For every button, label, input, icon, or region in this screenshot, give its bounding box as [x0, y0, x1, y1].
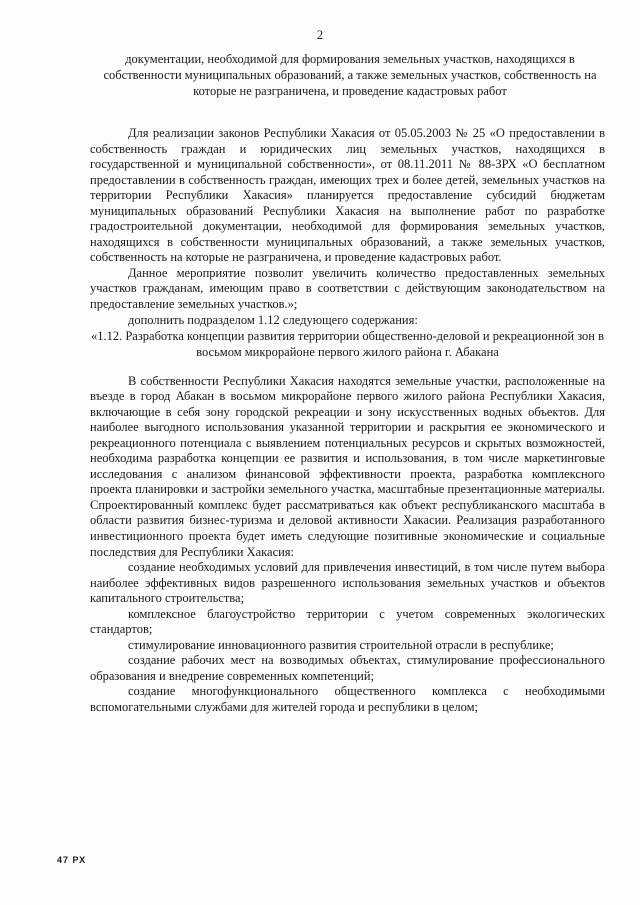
- paragraph: Для реализации законов Республики Хакасия от 05.05.2003 № 25 «О предоставлении в собственность граждан и юридических лиц земельных участков, находящихся в государственной и муниципальной собственности», от 08.11.2011 № 88-ЗРХ «О бесплатном предоставлении в собственность граждан, имеющих трех и более детей, земельных участков на территории Республики Хакасия» планируется предоставление субсидий бюджетам муниципальных образований Республики Хакасия на выполнение работ по разработке градостроительной документации, необходимой для формирования земельных участков, находящихся в собственности муниципальных образований, а также земельных участков, собственность на которые не разграничена, и проведение кадастровых работ.: [90, 126, 605, 265]
- subsection-title: «1.12. Разработка концепции развития территории общественно-деловой и рекреационной зон в восьмом микрорайоне первого жилого района г. Абакана: [90, 329, 605, 360]
- paragraph: Данное мероприятие позволит увеличить количество предоставленных земельных участков гражданам, имеющим право в соответствии с действующим законодательством на предоставление земельных участков.»;: [90, 265, 605, 312]
- paragraph: стимулирование инновационного развития строительной отрасли в республике;: [128, 637, 554, 652]
- document-code-mark: 47 РХ: [57, 855, 87, 865]
- section-heading: документации, необходимой для формирования земельных участков, находящихся в собственности муниципальных образований, а также земельных участков, собственность на которые не разграничена, и проведение кадастровых работ: [103, 52, 597, 99]
- paragraph: комплексное благоустройство территории с учетом современных экологических стандартов;: [90, 606, 605, 637]
- paragraph: создание рабочих мест на возводимых объектах, стимулирование профессионального образования и внедрение современных компетенций;: [90, 653, 605, 683]
- paragraph: создание необходимых условий для привлечения инвестиций, в том числе путем выбора наиболее эффективных видов разрешенного использования земельных участков и объектов капитального строительства;: [90, 560, 605, 606]
- paragraph: дополнить подразделом 1.12 следующего содержания:: [128, 312, 418, 327]
- document-body: [90, 126, 605, 716]
- paragraph: создание многофункционального общественного комплекса с необходимыми вспомогательными службами для жителей города и республики в целом;: [90, 684, 605, 714]
- page-number: 2: [316, 28, 324, 42]
- paragraph: В собственности Республики Хакасия находятся земельные участки, расположенные на въезде в город Абакан в восьмом микрорайоне первого жилого района Республики Хакасия, включающие в себя зону городской рекреации и зону искусственных водных объектов. Для наиболее выгодного использования указанной территории и раскрытия ее экономического и рекреационного потенциала с выявлением потенциальных ресурсов и скрытых возможностей, необходима разработка концепции ее развития и использования, в том числе маркетинговые исследования с анализом финансовой эффективности проекта, разработка комплексного проекта планировки и застройки земельного участка, масштабные презентационные материалы. Спроектированный комплекс будет рассматриваться как объект республиканского масштаба в области развития бизнес-туризма и деловой активности Хакасии. Реализация разработанного инвестиционного проекта будет иметь следующие позитивные экономические и социальные последствия для Республики Хакасия:: [90, 373, 605, 559]
